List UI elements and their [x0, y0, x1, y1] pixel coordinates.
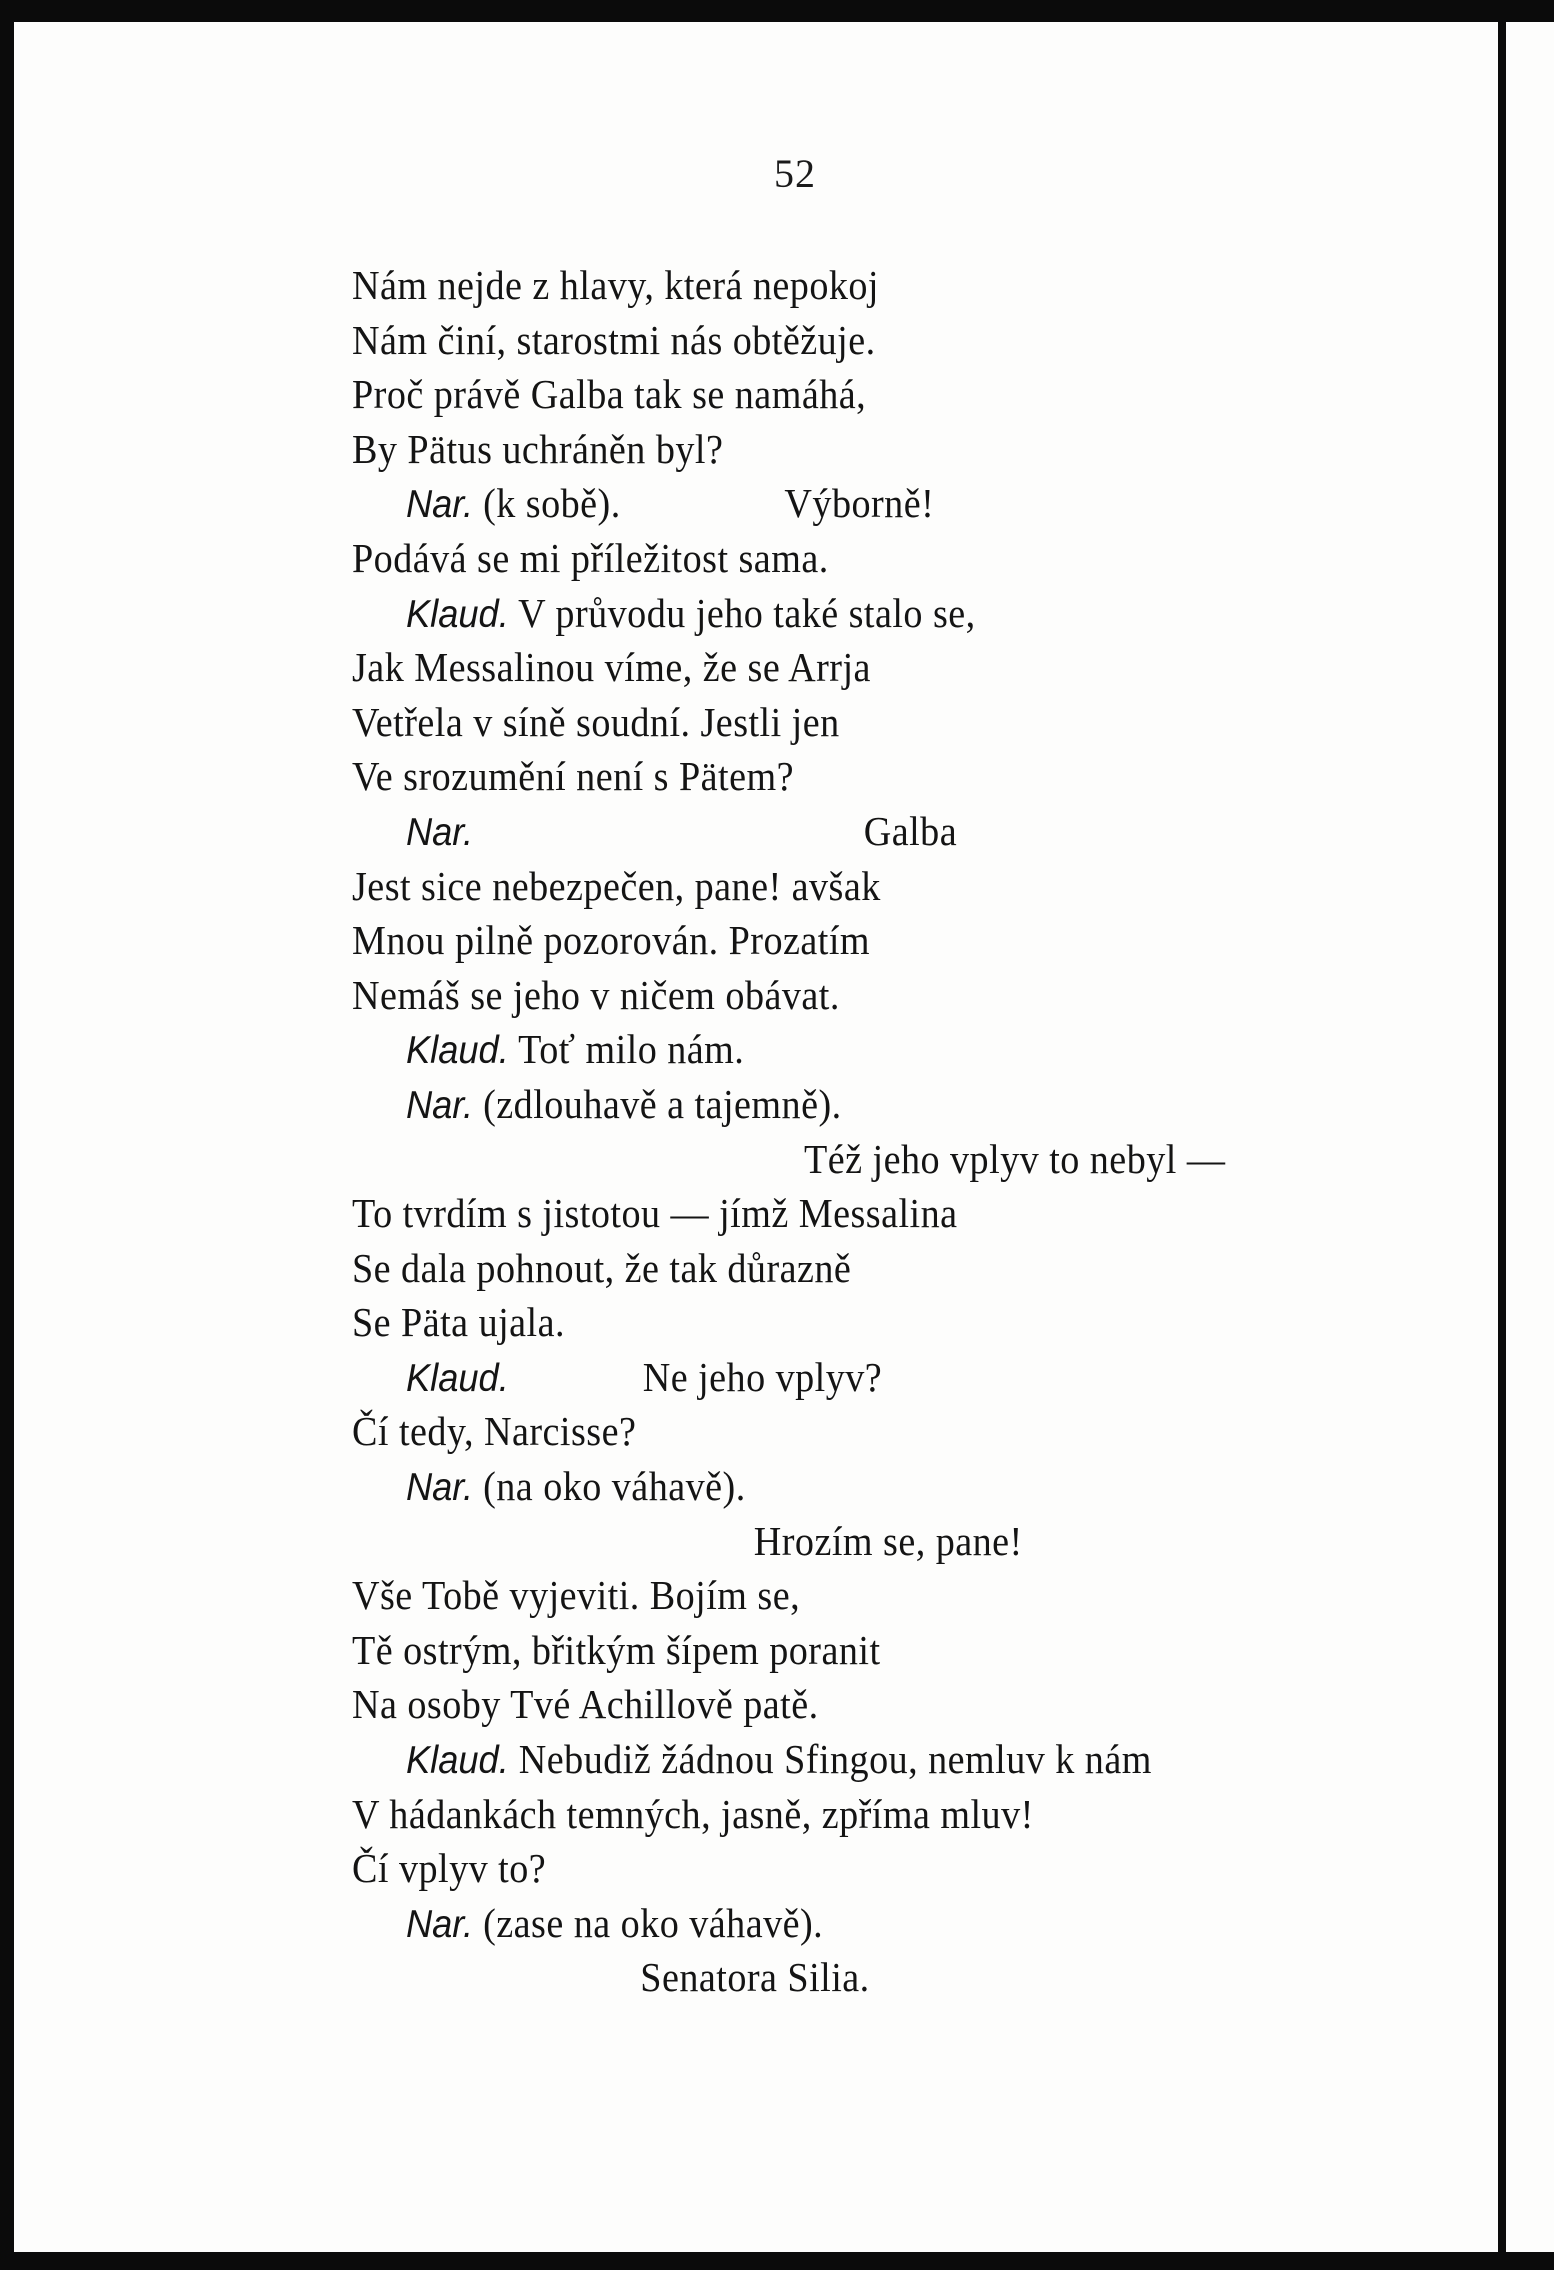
speaker-name: Klaud.	[405, 592, 509, 636]
verse-line: Mnou pilně pozorován. Prozatím	[352, 917, 871, 964]
stage-direction: (zdlouhavě a tajemně).	[483, 1080, 842, 1127]
verse-line: Vše Tobě vyjeviti. Bojím se,	[352, 1572, 801, 1619]
dialogue-line	[352, 586, 1319, 641]
speaker-name: Nar.	[405, 483, 474, 527]
verse-line: By Pätus uchráněn byl?	[352, 425, 724, 472]
verse-line: Proč právě Galba tak se namáhá,	[352, 371, 867, 418]
dialogue-line	[352, 476, 1319, 531]
verse-line: V hádankách temných, jasně, zpříma mluv!	[352, 1790, 1034, 1837]
verse-line: Též jeho vplyv to nebyl —	[803, 1135, 1226, 1182]
verse-line: Ve srozumění není s Pätem?	[352, 753, 795, 800]
verse-text: Výborně!	[784, 480, 935, 527]
scan-margin-strip	[1506, 22, 1554, 2252]
verse-line: Jest sice nebezpečen, pane! avšak	[352, 862, 881, 909]
speaker-name: Nar.	[405, 1902, 474, 1946]
verse-line: Jak Messalinou víme, že se Arrja	[352, 644, 871, 691]
speaker-name: Nar.	[405, 1466, 474, 1510]
speaker-name: Klaud.	[405, 1029, 509, 1073]
dialogue-line	[352, 804, 1319, 859]
scan-edge-rule	[1498, 14, 1506, 2258]
stage-direction: (k sobě).	[483, 480, 621, 527]
verse-line: Na osoby Tvé Achillově patě.	[352, 1681, 819, 1728]
verse-text: Ne jeho vplyv?	[642, 1353, 883, 1400]
verse-line: Nám nejde z hlavy, která nepokoj	[352, 262, 879, 308]
verse-line: Tě ostrým, břitkým šípem poranit	[352, 1626, 881, 1673]
play-text	[352, 258, 1392, 2005]
speaker-name: Klaud.	[405, 1356, 509, 1400]
verse-line: Hrozím se, pane!	[753, 1517, 1023, 1564]
verse-text: Toť milo nám.	[518, 1026, 745, 1073]
verse-text: Nebudiž žádnou Sfingou, nemluv k nám	[518, 1736, 1152, 1783]
verse-text: V průvodu jeho také stalo se,	[518, 589, 976, 636]
speaker-name: Nar.	[405, 810, 474, 854]
verse-line: Čí vplyv to?	[352, 1845, 547, 1892]
verse-line: Podává se mi příležitost sama.	[352, 534, 829, 581]
dialogue-line	[352, 1896, 1319, 1951]
verse-line: Se Päta ujala.	[352, 1299, 565, 1346]
stage-direction: (na oko váhavě).	[483, 1463, 746, 1510]
dialogue-line	[352, 1459, 1319, 1514]
stage-direction: (zase na oko váhavě).	[483, 1899, 824, 1946]
verse-line: To tvrdím s jistotou — jímž Messalina	[352, 1190, 958, 1237]
verse-line: Čí tedy, Narcisse?	[352, 1408, 637, 1455]
dialogue-line	[352, 1350, 1319, 1405]
verse-line: Vetřela v síně soudní. Jestli jen	[352, 698, 840, 745]
verse-line: Nemáš se jeho v ničem obávat.	[352, 971, 840, 1018]
page-number: 52	[774, 151, 816, 196]
verse-text: Galba	[863, 807, 958, 854]
speaker-name: Nar.	[405, 1083, 474, 1127]
dialogue-line	[352, 1077, 1319, 1132]
dialogue-line	[352, 1022, 1319, 1077]
verse-line: Nám činí, starostmi nás obtěžuje.	[352, 316, 876, 363]
verse-line: Senatora Silia.	[640, 1954, 870, 2001]
dialogue-line	[352, 1732, 1319, 1787]
verse-line: Se dala pohnout, že tak důrazně	[352, 1244, 852, 1291]
speaker-name: Klaud.	[405, 1739, 509, 1783]
